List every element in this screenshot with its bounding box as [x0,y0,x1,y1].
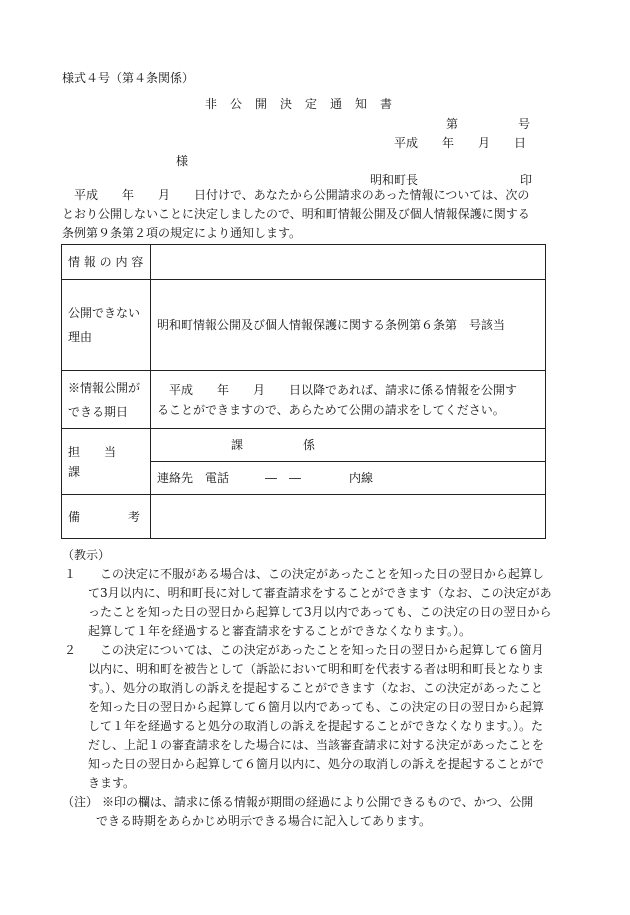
instruction-line: 以内に、明和町を被告として（訴訟において明和町を代表する者は明和町長となりま [88,662,545,676]
intro-line: 条例第９条第２項の規定により通知します。 [62,226,302,240]
instruction-number: ２ [64,643,77,657]
row-info-content [62,245,546,280]
info-content-value [151,245,546,280]
instruction-number: １ [64,567,77,581]
row-disclosure-date [62,371,546,429]
footnote-text [96,793,562,831]
disclosure-date-label-line: ※情報公開が [68,380,141,395]
department-label: 担 当 課 [62,429,151,495]
department-section: 課 係 [151,429,546,462]
instruction-line: て3月以内に、明和町長に対して審査請求をすることができます（なお、この決定があ [88,586,552,600]
page-title: 非 公 開 決 定 通 知 書 [205,97,393,111]
row-department [62,429,546,462]
footnote [62,793,562,831]
instruction-line: この決定に不服がある場合は、この決定があったことを知った日の翌日から起算し [100,567,544,581]
reason-label-line: 理由 [68,330,93,344]
disclosure-date-label [62,371,151,429]
instruction-line: ったことを知った日の翌日から起算して3月以内であっても、この決定の日の翌日から [88,605,552,619]
instruction-line: す。）、処分の取消しの訴えを提起することができます（なお、この決定があったこと [88,681,543,695]
seal-mark: 印 [520,173,533,187]
instructions-heading: （教示） [62,548,111,562]
reason-label [62,280,151,371]
form-number: 様式４号（第４条関係） [62,71,195,85]
instruction-line: この決定については、この決定があったことを知った日の翌日から起算して６箇月 [100,643,544,657]
footnote-line: できる時期をあらかじめ明示できる場合に記入してあります。 [96,814,432,828]
disclosure-date-value [151,371,546,429]
disclosure-date-line: ることができますので、あらためて公開の請求をしてください。 [157,402,505,417]
remarks-value [151,495,546,539]
intro-line: 平成 年 月 日付けで、あなたから公開請求のあった情報については、次の [74,188,530,202]
row-remarks [62,495,546,539]
reason-label-line: 公開できない [68,306,141,320]
instruction-line: 知った日の翌日から起算して６箇月以内に、処分の取消しの訴えを提起することがで [88,757,545,771]
contact-line: 連絡先 電話 ― ― 内線 [151,462,546,495]
instructions-section [62,546,562,831]
footnote-line: ※印の欄は、請求に係る情報が期間の経過により公開できるもので、かつ、公開 [102,795,534,809]
instruction-line: 起算して１年を経過すると審査請求をすることができなくなります。）。 [88,624,472,638]
instruction-item [62,641,562,793]
row-reason [62,280,546,371]
disclosure-date-label-line: できる期日 [68,404,129,419]
footnote-prefix: （注） [62,795,99,809]
instruction-line: きます。 [88,776,136,790]
instruction-text [88,565,562,641]
decision-table [61,244,546,539]
intro-line: とおり公開しないことに決定しましたので、明和町情報公開及び個人情報保護に関する [62,207,530,221]
instruction-text [88,641,562,793]
instruction-line: して１年を経過すると処分の取消しの訴えを提起することができなくなります。）。た [88,719,544,733]
instruction-line: だし、上記１の審査請求をした場合には、当該審査請求に対する決定があったことを [88,738,544,752]
instruction-item [62,565,562,641]
instruction-line: を知った日の翌日から起算して６箇月以内であっても、この決定の日の翌日から起算 [88,700,544,714]
issuer-name: 明和町長 [370,173,419,187]
info-content-label: 情 報 の 内 容 [62,245,151,280]
reason-value: 明和町情報公開及び個人情報保護に関する条例第６条第 号該当 [151,280,546,371]
remarks-label: 備 考 [62,495,151,539]
addressee-suffix: 様 [176,154,189,168]
disclosure-date-line: 平成 年 月 日以降であれば、請求に係る情報を公開す [157,382,518,397]
intro-paragraph [62,186,562,243]
document-date: 平成 年 月 日 [394,136,527,150]
document-number: 第 号 [446,117,531,131]
